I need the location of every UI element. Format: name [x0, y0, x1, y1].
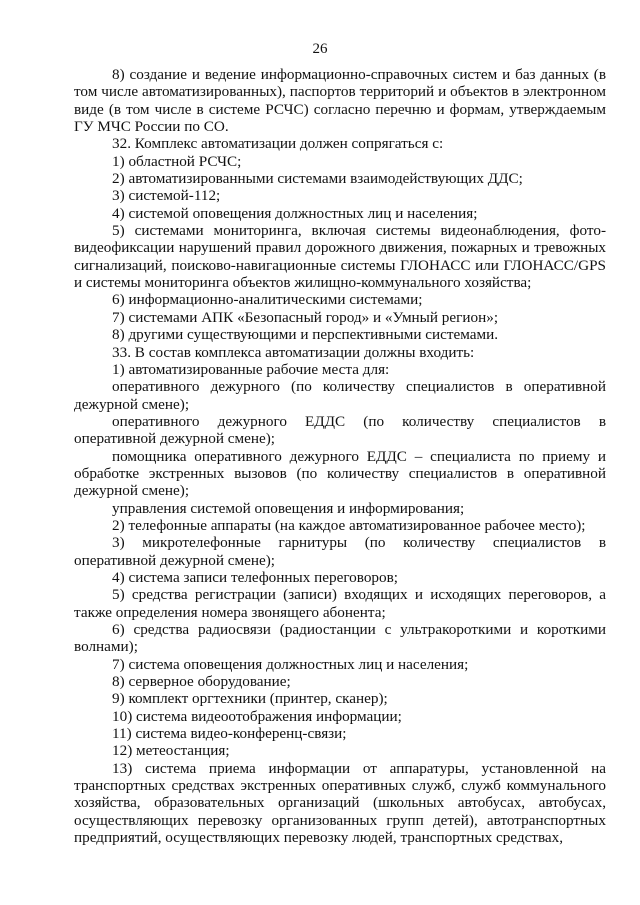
list-item: 4) системой оповещения должностных лиц и населения; — [112, 204, 478, 222]
list-item: помощника оперативного дежурного ЕДДС – специалиста по приему и обработке экстренных вызовов (по количеству специалистов в оперативной дежурной смене); — [74, 447, 606, 500]
list-item: 8) серверное оборудование; — [112, 673, 291, 691]
list-item: 8) другими существующими и перспективными системами. — [112, 326, 499, 344]
list-item: 6) информационно-аналитическими системами; — [112, 291, 423, 309]
paragraph-item-8-databases: 8) создание и ведение информационно-справочных систем и баз данных (в том числе автоматизированных), паспортов территорий и объектов в электронном виде (в том числе в системе РСЧС) согласно перечню и формам, утверждаемым ГУ МЧС России по СО. — [74, 66, 606, 136]
paragraph-33-heading: 33. В состав комплекса автоматизации должны входить: — [112, 343, 475, 361]
list-item: 1) областной РСЧС; — [112, 152, 242, 170]
list-item: 3) микротелефонные гарнитуры (по количеству специалистов в оперативной дежурной смене); — [74, 534, 606, 569]
list-item: 10) система видеоотображения информации; — [112, 707, 402, 725]
list-item: 2) телефонные аппараты (на каждое автоматизированное рабочее место); — [112, 516, 586, 534]
list-item: 11) система видео-конференц-связи; — [112, 725, 347, 743]
page-number: 26 — [312, 41, 328, 57]
list-item: 1) автоматизированные рабочие места для: — [112, 360, 390, 378]
list-item: 12) метеостанция; — [112, 742, 230, 760]
list-item: 5) системами мониторинга, включая системы видеонаблюдения, фото-видеофиксации нарушений правил дорожного движения, пожарных и тревожных сигнализаций, поисково-навигационные системы ГЛОНАСС или ГЛОНАСС/GPS и системы мониторинга объектов жилищно-коммунального хозяйства; — [74, 222, 606, 292]
paragraph-32-heading: 32. Комплекс автоматизации должен сопрягаться с: — [112, 135, 444, 153]
list-item: 3) системой-112; — [112, 187, 221, 205]
list-item: 7) системами АПК «Безопасный город» и «Умный регион»; — [112, 308, 499, 326]
list-item: управления системой оповещения и информирования; — [112, 499, 465, 517]
list-item: оперативного дежурного (по количеству специалистов в оперативной дежурной смене); — [74, 378, 606, 413]
list-item: 7) система оповещения должностных лиц и населения; — [112, 655, 469, 673]
list-item: 2) автоматизированными системами взаимодействующих ДДС; — [112, 170, 523, 188]
list-item: 9) комплект оргтехники (принтер, сканер); — [112, 690, 388, 708]
list-item: 6) средства радиосвязи (радиостанции с ультракороткими и короткими волнами); — [74, 621, 606, 656]
list-item: 13) система приема информации от аппаратуры, установленной на транспортных средствах экстренных оперативных служб, служб коммунального хозяйства, образовательных организаций (школьных автобусах, автобусах, осуществляющих перевозку организованных групп детей), автотранспортных предприятий, осуществляющих перевозку людей, транспортных средствах, — [74, 759, 606, 847]
list-item: 5) средства регистрации (записи) входящих и исходящих переговоров, а также определения номера звонящего абонента; — [74, 586, 606, 621]
document-body — [74, 66, 606, 846]
list-item: оперативного дежурного ЕДДС (по количеству специалистов в оперативной дежурной смене); — [74, 412, 606, 448]
list-item: 4) система записи телефонных переговоров; — [112, 568, 398, 586]
